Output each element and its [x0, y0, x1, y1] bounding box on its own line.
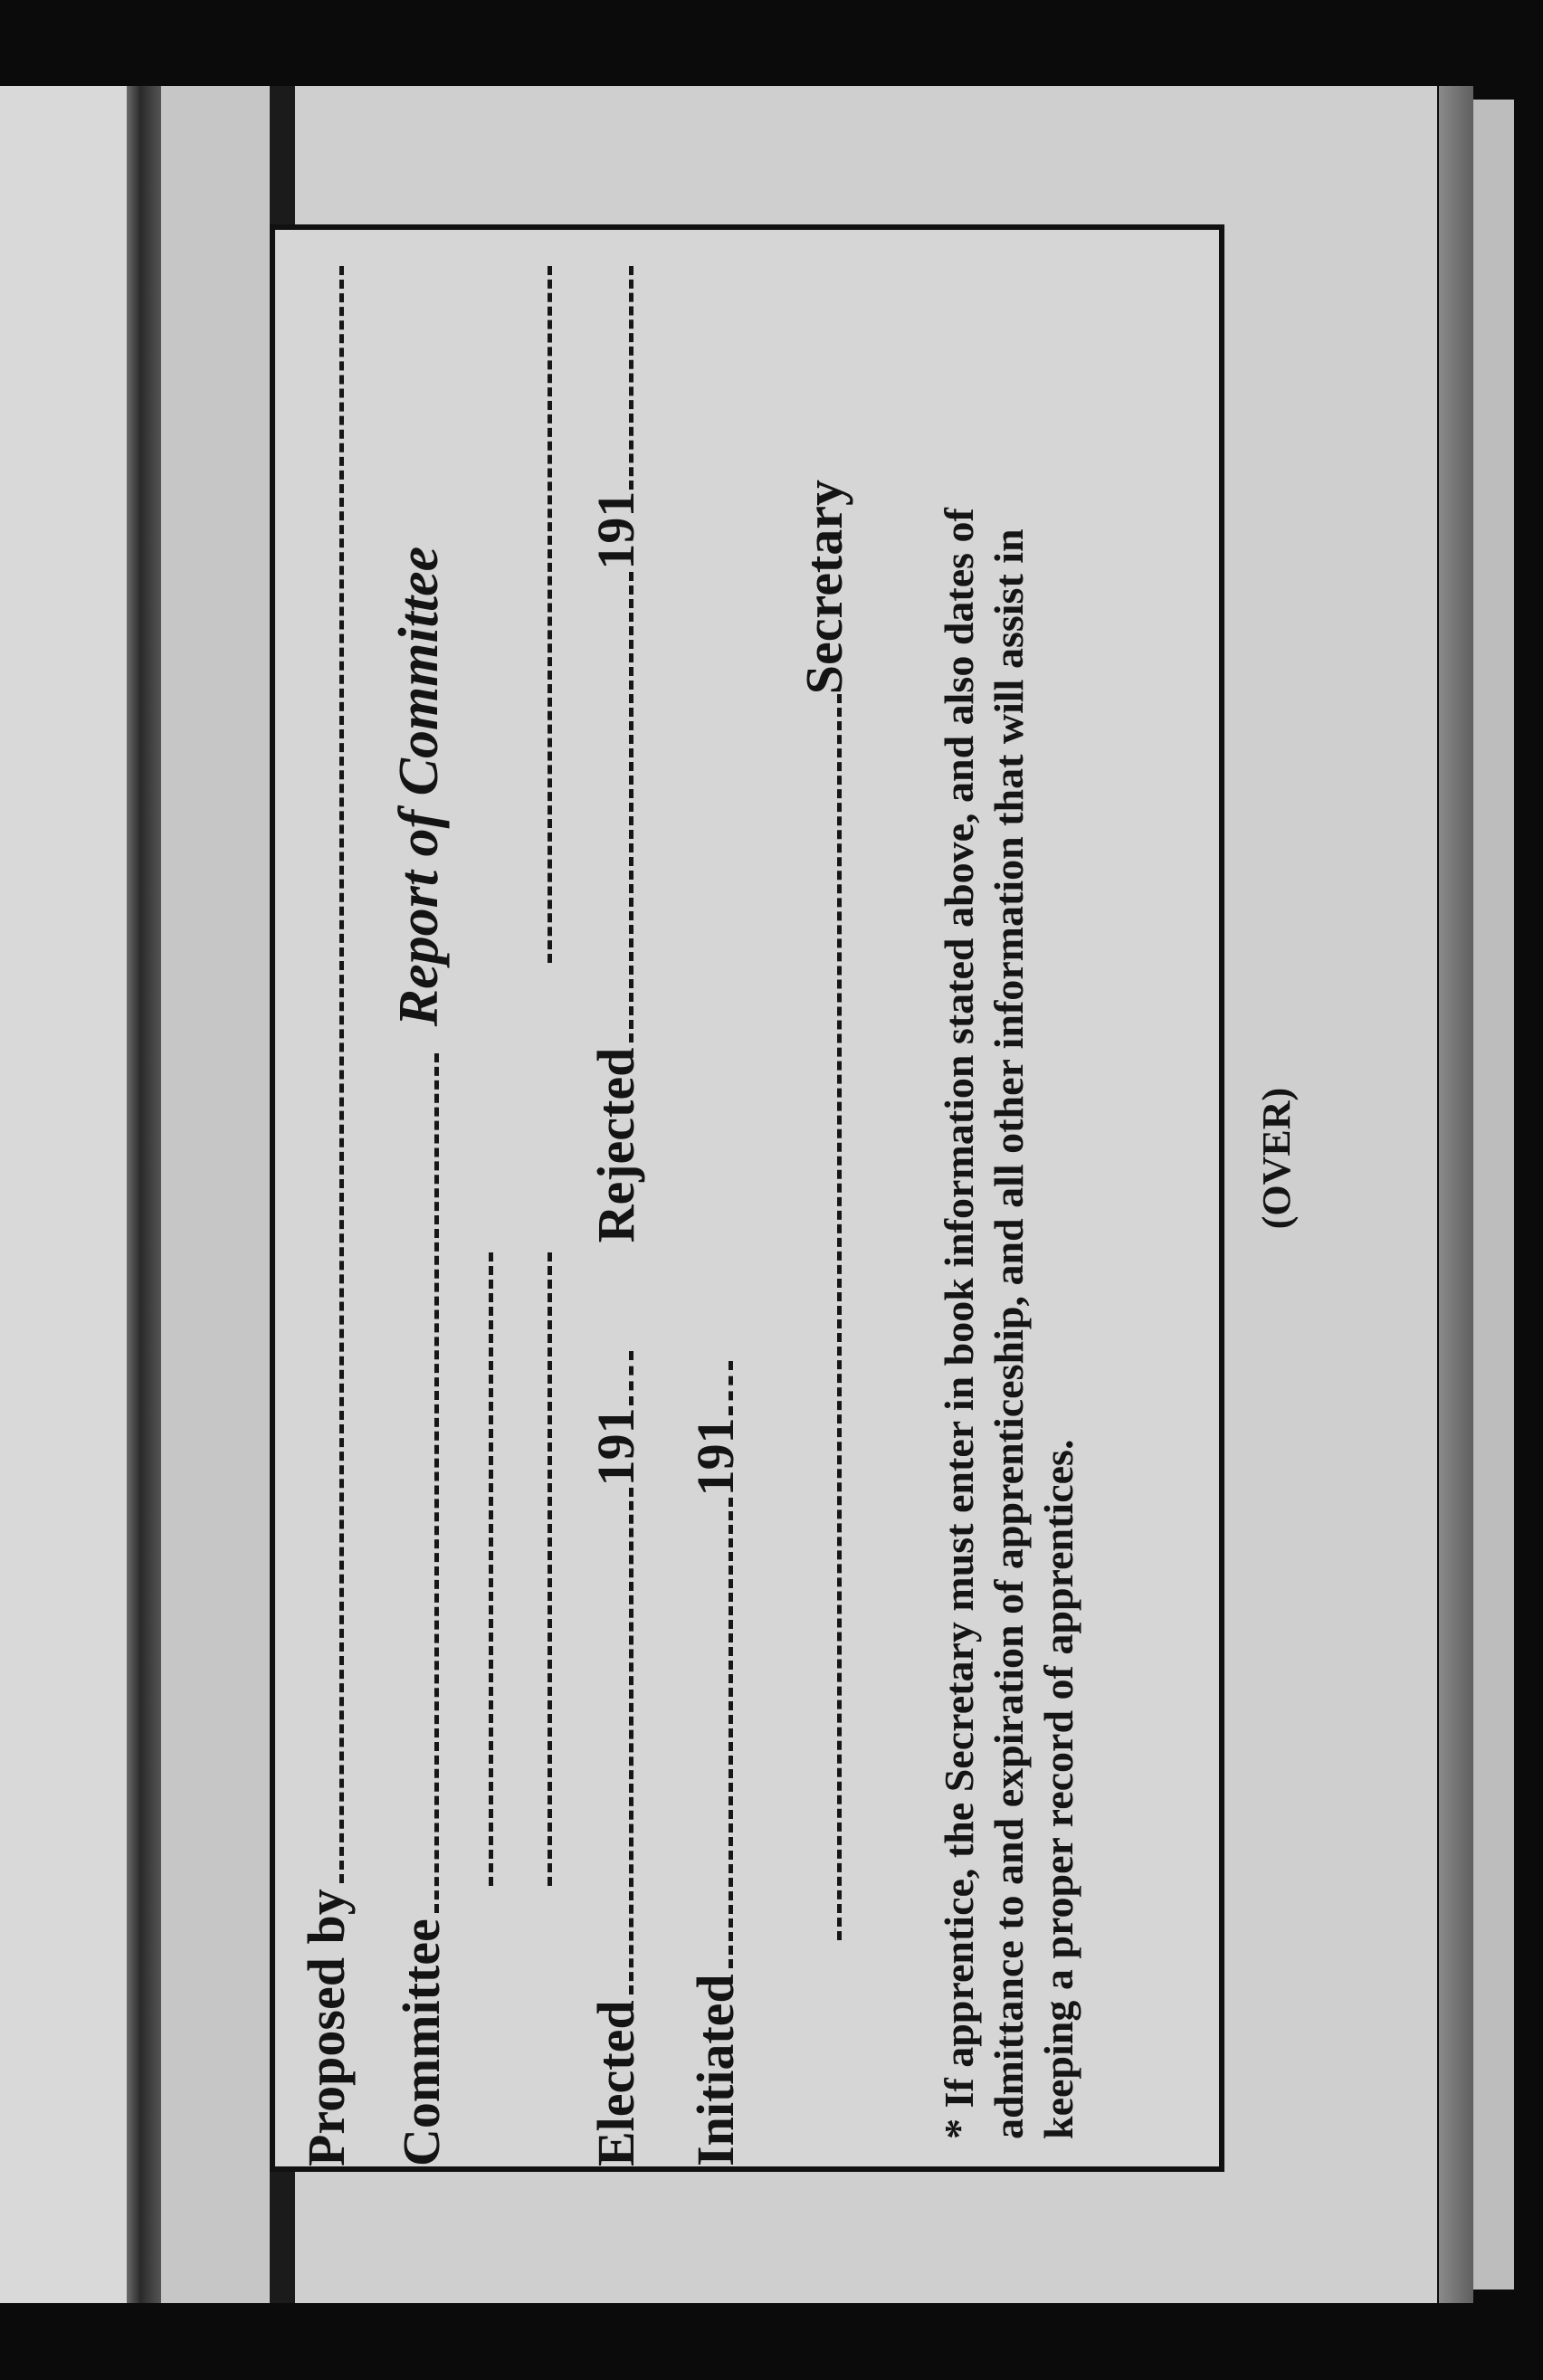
initiated-year-blank[interactable] [725, 1361, 733, 1415]
rotated-form-body [275, 230, 1219, 2166]
proposed-by-blank[interactable] [336, 266, 344, 1883]
initiated-year: 191 [686, 1417, 745, 1497]
secretary-row [782, 474, 854, 1940]
rejected-year: 191 [586, 490, 645, 570]
over-label: (OVER) [1254, 1087, 1299, 1230]
initiated-row [673, 266, 746, 2166]
initiated-label: Initiated [686, 1974, 745, 2166]
card-margin [161, 86, 270, 2303]
committee-label: Committee [392, 1918, 451, 2166]
rejected-date-blank[interactable] [625, 572, 633, 1042]
rejected-label: Rejected [586, 1047, 645, 1243]
proposed-by-label: Proposed by [297, 1889, 356, 2166]
next-card-edge [1473, 100, 1514, 2290]
elected-row [574, 266, 646, 2166]
form-frame [270, 224, 1224, 2172]
rejected-year-blank[interactable] [625, 266, 633, 490]
report-blank[interactable] [544, 266, 552, 963]
initiated-date-blank[interactable] [725, 1498, 733, 1968]
facing-page [0, 86, 139, 2303]
secretary-signature-blank[interactable] [833, 694, 842, 1940]
elected-year: 191 [586, 1407, 645, 1487]
elected-date-blank[interactable] [625, 1488, 633, 1994]
committee-blank-3[interactable] [544, 1252, 552, 1886]
binding-gutter [127, 86, 161, 2303]
proposed-by-row [284, 266, 357, 2166]
report-of-committee-heading: Report of Committee [388, 546, 450, 1027]
elected-label: Elected [586, 2000, 645, 2166]
card-edge [1439, 86, 1473, 2303]
elected-year-blank[interactable] [625, 1351, 633, 1405]
apprentice-footnote: * If apprentice, the Secretary must enter in book information stated above, and also dates of admittance to and expiration of apprenticeship, and all other information that will assist in keeping a proper record of apprentices. [936, 508, 1081, 2139]
committee-row-3 [492, 266, 565, 1886]
secretary-label: Secretary [795, 480, 853, 695]
